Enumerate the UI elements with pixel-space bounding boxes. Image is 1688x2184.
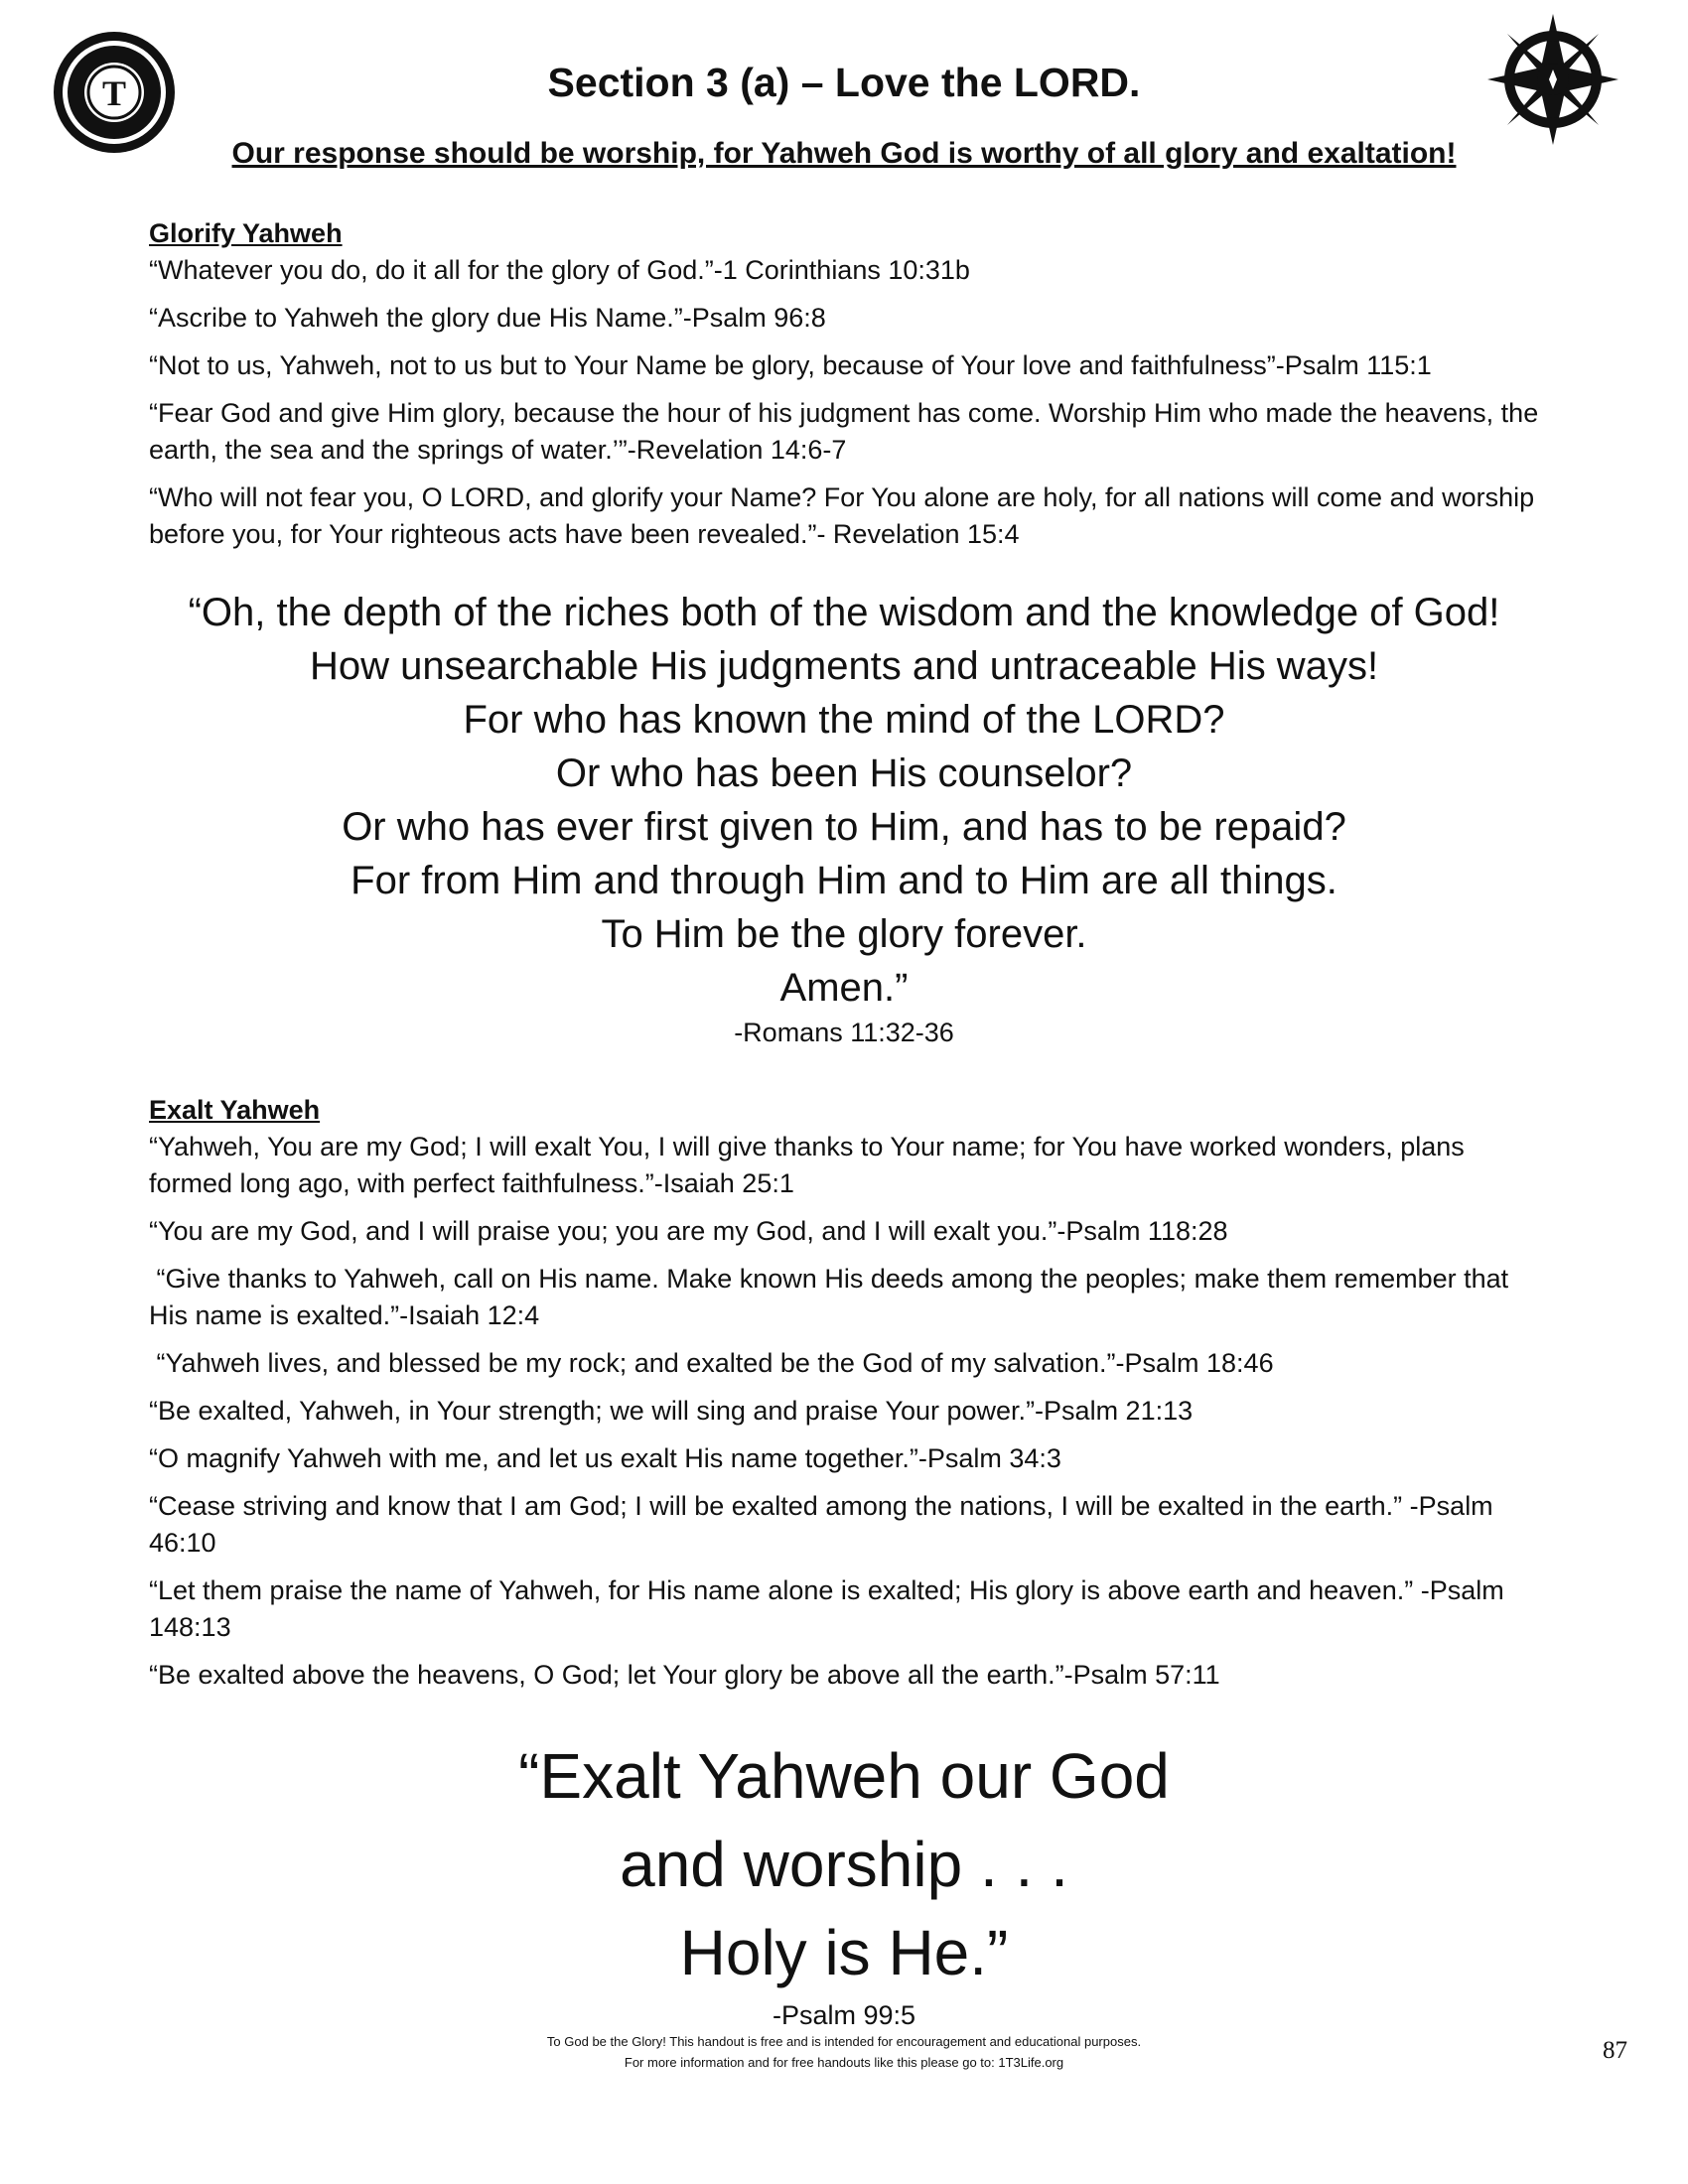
quote-line: Or who has been His counselor?: [555, 751, 1133, 795]
quote-line: For from Him and through Him and to Him are all things.: [351, 859, 1337, 902]
quote-line: and worship . . .: [620, 1829, 1068, 1900]
footer-line: For more information and for free handouts like this please go to: 1T3Life.org: [624, 2055, 1064, 2070]
verse: “Be exalted above the heavens, O God; let Your glory be above all the earth.”-Psalm 57:11: [149, 1660, 1220, 1690]
quote-line: Amen.”: [779, 966, 909, 1010]
page-number: 87: [1603, 2037, 1627, 2064]
footer-line: To God be the Glory! This handout is free and is intended for encouragement and educational purposes.: [546, 2034, 1142, 2049]
page-subtitle: Our response should be worship, for Yahweh God is worthy of all glory and exaltation!: [231, 137, 1457, 170]
verse: “Who will not fear you, O LORD, and glorify your Name? For You alone are holy, for all nations will come and worship before you, for Your righteous acts have been revealed.”- Revelation 15:4: [149, 482, 1535, 549]
verse: “Not to us, Yahweh, not to us but to Your Name be glory, because of Your love and faithfulness”-Psalm 115:1: [149, 350, 1432, 380]
glorify-heading: Glorify Yahweh: [149, 218, 343, 248]
verse: “Fear God and give Him glory, because the hour of his judgment has come. Worship Him who made the heavens, the earth, the sea and the springs of water.’”-Revelation 14:6-7: [149, 398, 1539, 465]
exalt-section: [149, 1092, 1539, 1694]
glorify-section: [149, 215, 1539, 553]
quote-line: For who has known the mind of the LORD?: [463, 698, 1225, 742]
footer: [0, 2031, 1688, 2073]
verse: “Let them praise the name of Yahweh, for His name alone is exalted; His glory is above earth and heaven.” -Psalm 148:13: [149, 1575, 1504, 1642]
quote-reference: -Romans 11:32-36: [734, 1018, 954, 1047]
verse: “O magnify Yahweh with me, and let us exalt His name together.”-Psalm 34:3: [149, 1443, 1061, 1473]
verse: “Yahweh, You are my God; I will exalt You, I will give thanks to Your name; for You have worked wonders, plans formed long ago, with perfect faithfulness.”-Isaiah 25:1: [149, 1132, 1465, 1198]
verse: “Give thanks to Yahweh, call on His name. Make known His deeds among the peoples; make them remember that His name is exalted.”-Isaiah 12:4: [149, 1264, 1509, 1330]
verse: “Ascribe to Yahweh the glory due His Name.”-Psalm 96:8: [149, 303, 826, 333]
quote-line: “Oh, the depth of the riches both of the wisdom and the knowledge of God!: [188, 591, 1500, 634]
quote-line: Holy is He.”: [679, 1917, 1009, 1988]
verse: “You are my God, and I will praise you; you are my God, and I will exalt you.”-Psalm 118:28: [149, 1216, 1228, 1246]
svg-text:T: T: [101, 73, 127, 113]
verse: “Yahweh lives, and blessed be my rock; and exalted be the God of my salvation.”-Psalm 18:46: [149, 1348, 1274, 1378]
quote-reference: -Psalm 99:5: [772, 2000, 916, 2030]
quote-line: To Him be the glory forever.: [601, 912, 1087, 956]
page-title: Section 3 (a) – Love the LORD.: [547, 60, 1141, 105]
exalt-heading: Exalt Yahweh: [149, 1095, 321, 1125]
psalm-quote: [0, 1732, 1688, 2033]
verse: “Whatever you do, do it all for the glory of God.”-1 Corinthians 10:31b: [149, 255, 970, 285]
verse: “Cease striving and know that I am God; I will be exalted among the nations, I will be exalted in the earth.” -Psalm 46:10: [149, 1491, 1493, 1558]
quote-line: “Exalt Yahweh our God: [518, 1740, 1170, 1812]
quote-line: How unsearchable His judgments and untraceable His ways!: [309, 644, 1379, 688]
quote-line: Or who has ever first given to Him, and has to be repaid?: [342, 805, 1346, 849]
romans-quote: [0, 586, 1688, 1050]
verse: “Be exalted, Yahweh, in Your strength; we will sing and praise Your power.”-Psalm 21:13: [149, 1396, 1194, 1426]
